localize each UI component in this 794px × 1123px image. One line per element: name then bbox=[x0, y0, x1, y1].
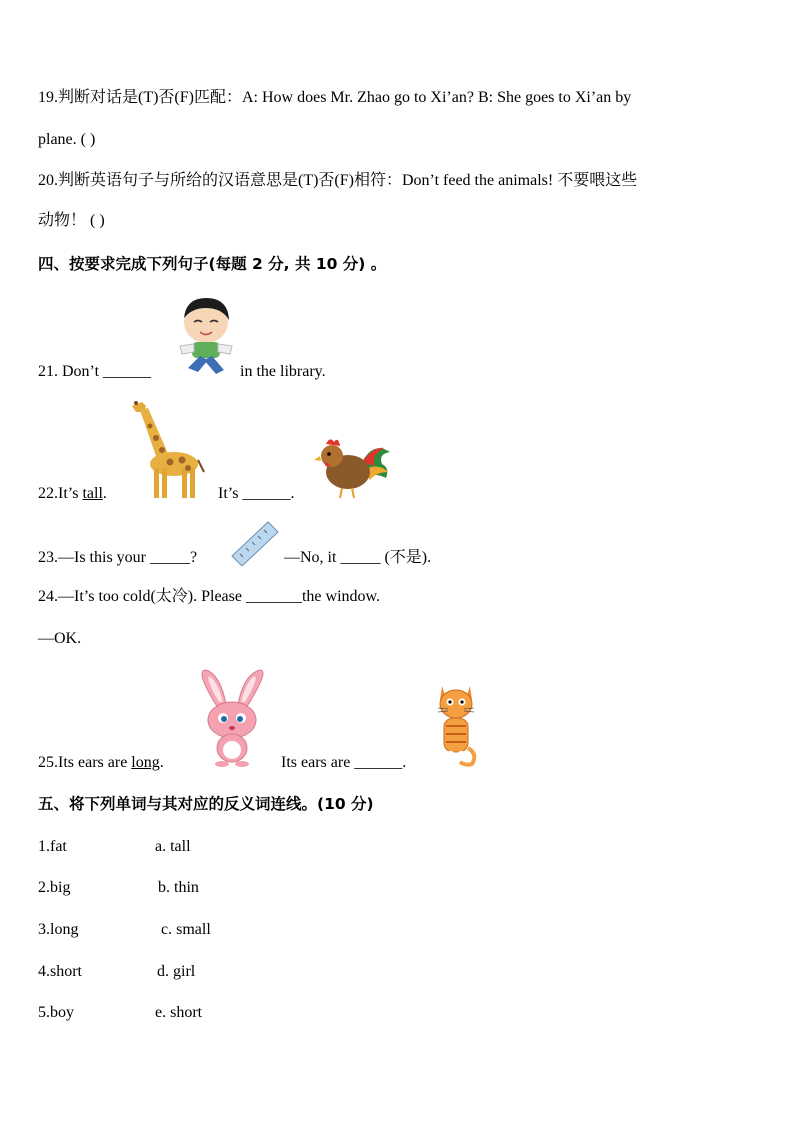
q22-a: 22.It’s bbox=[38, 485, 83, 502]
rooster-icon bbox=[312, 432, 392, 500]
right-word: c. small bbox=[161, 921, 211, 938]
q21-after: in the library. bbox=[240, 363, 326, 380]
cat-icon bbox=[432, 680, 480, 768]
left-word: 3.long bbox=[38, 921, 79, 938]
q25-c: Its ears are ______. bbox=[281, 754, 407, 771]
rabbit-icon bbox=[192, 668, 274, 768]
section5-title: 五、将下列单词与其对应的反义词连线。(10 分) bbox=[38, 795, 374, 813]
q25-b: . bbox=[159, 754, 164, 771]
q23-a: 23.—Is this your _____? bbox=[38, 549, 198, 566]
q24-line2: —OK. bbox=[38, 630, 82, 647]
left-word: 5.boy bbox=[38, 1004, 74, 1021]
q21-before: 21. Don’t ______ bbox=[38, 363, 152, 380]
left-word: 1.fat bbox=[38, 838, 67, 855]
q20-line1: 20.判断英语句子与所给的汉语意思是(T)否(F)相符：Don’t feed the animals! 不要喂这些 bbox=[38, 172, 638, 189]
q25-underlined-word: long bbox=[131, 754, 160, 771]
right-word: e. short bbox=[155, 1004, 203, 1021]
right-word: d. girl bbox=[157, 963, 196, 980]
q22-b: . bbox=[102, 485, 107, 502]
section4-title: 四、按要求完成下列句子(每题 2 分, 共 10 分) 。 bbox=[38, 255, 387, 273]
q25-line bbox=[38, 753, 164, 773]
ruler-icon bbox=[228, 518, 282, 566]
q25-a: 25.Its ears are bbox=[38, 754, 132, 771]
right-word: b. thin bbox=[158, 879, 199, 896]
boy-running-icon bbox=[174, 292, 238, 376]
left-word: 2.big bbox=[38, 879, 71, 896]
q24-line1: 24.—It’s too cold(太冷). Please _______the window. bbox=[38, 588, 381, 605]
q22-c: It’s ______. bbox=[218, 485, 295, 502]
right-word: a. tall bbox=[155, 838, 191, 855]
q20-line2: 动物！ ( ) bbox=[38, 212, 105, 229]
q22-underlined-word: tall bbox=[82, 485, 103, 502]
q19-line2: plane. ( ) bbox=[38, 131, 96, 148]
left-word: 4.short bbox=[38, 963, 82, 980]
q23-b: —No, it _____ (不是). bbox=[284, 549, 432, 566]
q22-line bbox=[38, 484, 107, 504]
q19-line1: 19.判断对话是(T)否(F)匹配：A: How does Mr. Zhao go to Xi’an? B: She goes to Xi’an by bbox=[38, 89, 632, 106]
giraffe-icon bbox=[126, 396, 206, 500]
